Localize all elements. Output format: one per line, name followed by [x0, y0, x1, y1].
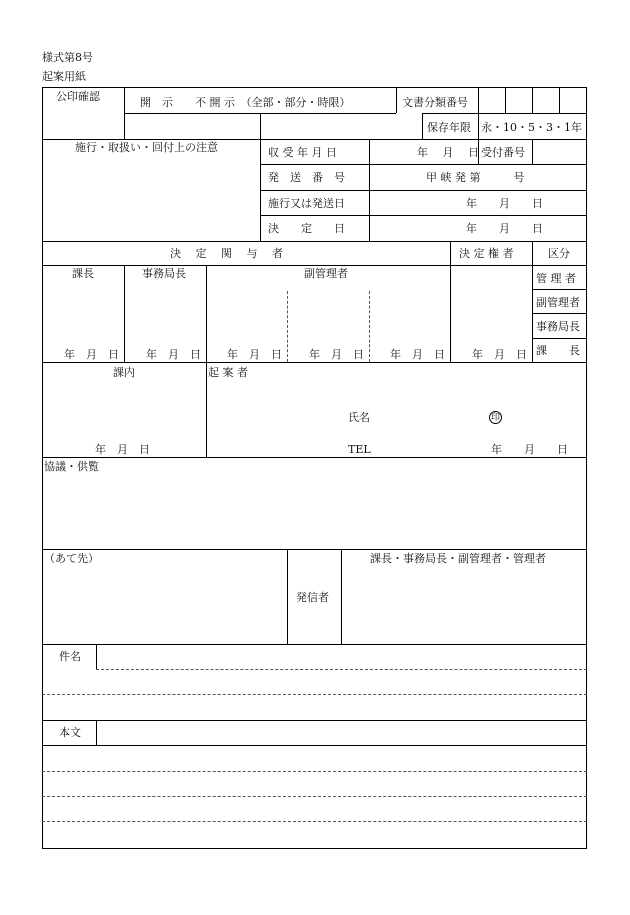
decided-date-label: 決 定 日: [268, 222, 345, 235]
seal-check-label: 公印確認: [56, 90, 100, 103]
receipt-no-label: 受付番号: [481, 146, 525, 159]
section-label: 課内: [113, 366, 135, 379]
exec-date-label: 施行又は発送日: [268, 197, 345, 210]
doc-class-label: 文書分類番号: [402, 96, 468, 109]
col-secretary: 事務局長: [142, 267, 186, 280]
involved-header: 決 定 関 与 者: [170, 247, 283, 260]
name-label: 氏名: [348, 411, 370, 424]
date-vice-3[interactable]: 年 月 日: [390, 348, 445, 361]
category-header: 区分: [548, 247, 570, 260]
exec-date-value[interactable]: 年 月 日: [466, 197, 543, 210]
disclosure-options[interactable]: 開 示 不 開 示 （全部・部分・時限）: [140, 96, 351, 109]
consult-label: 協議・供覧: [44, 460, 99, 473]
sender-options[interactable]: 課長・事務局長・副管理者・管理者: [370, 552, 546, 565]
category-chief[interactable]: 課 長: [536, 344, 580, 357]
col-chief: 課長: [72, 267, 94, 280]
col-vice: 副管理者: [304, 267, 348, 280]
drafter-date[interactable]: 年 月 日: [491, 443, 568, 456]
drafter-label: 起 案 者: [208, 366, 248, 379]
category-manager[interactable]: 管 理 者: [536, 272, 576, 285]
category-secretary[interactable]: 事務局長: [536, 320, 580, 333]
authority-header: 決 定 権 者: [459, 247, 514, 260]
date-vice-1[interactable]: 年 月 日: [227, 348, 282, 361]
section-date[interactable]: 年 月 日: [95, 443, 150, 456]
tel-label: TEL: [348, 443, 371, 456]
date-vice-2[interactable]: 年 月 日: [309, 348, 364, 361]
subject-label: 件名: [59, 650, 81, 663]
date-authority[interactable]: 年 月 日: [472, 348, 527, 361]
to-label: （あて先）: [44, 552, 99, 565]
decided-date-value[interactable]: 年 月 日: [466, 222, 543, 235]
date-secretary[interactable]: 年 月 日: [146, 348, 201, 361]
notes-label: 施行・取扱い・回付上の注意: [75, 141, 218, 154]
retention-options[interactable]: 永・10・5・3・1年: [481, 121, 582, 134]
category-vice[interactable]: 副管理者: [536, 296, 580, 309]
date-chief[interactable]: 年 月 日: [64, 348, 119, 361]
retention-label: 保存年限: [427, 121, 471, 134]
form-number: 様式第8号: [42, 51, 93, 64]
sent-no-label: 発 送 番 号: [268, 171, 345, 184]
received-date-value[interactable]: 年 月 日: [417, 146, 479, 159]
sender-label: 発信者: [296, 591, 329, 604]
received-date-label: 収 受 年 月 日: [268, 146, 337, 159]
sent-no-value[interactable]: 甲 峡 発 第 号: [426, 171, 525, 184]
form-title: 起案用紙: [42, 70, 86, 83]
body-label: 本文: [59, 726, 81, 739]
seal-mark: 印: [490, 413, 500, 423]
